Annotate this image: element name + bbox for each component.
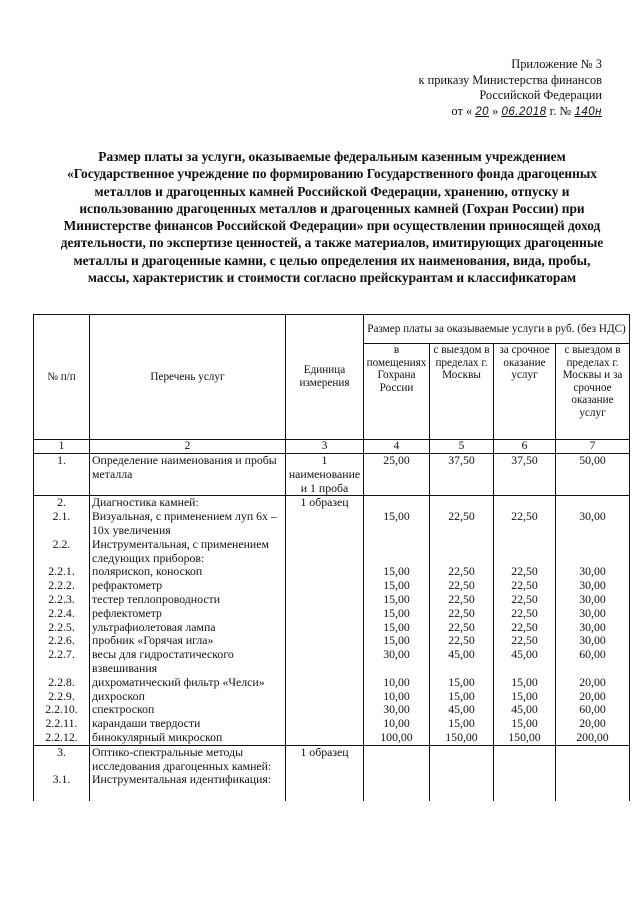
fee-moscow-visit: 15,00 [430,676,494,690]
row-number: 2.2. [34,538,90,566]
fees-table [33,314,630,801]
index-cell: 6 [494,440,556,454]
table-row [34,454,630,496]
header-fee-group: Размер платы за оказываемые услуги в руб. (без НДС) [364,315,630,344]
fee-urgent [494,745,556,773]
fee-urgent: 45,00 [494,703,556,717]
fee-moscow-visit [430,538,494,566]
table-row [34,703,630,717]
fee-urgent: 37,50 [494,454,556,496]
table-row [34,773,630,787]
empty-cell [556,787,630,801]
service-name: пробник «Горячая игла» [90,634,286,648]
fee-on-premises [364,745,430,773]
index-cell: 5 [430,440,494,454]
fee-moscow-visit: 37,50 [430,454,494,496]
fee-visit-urgent: 30,00 [556,593,630,607]
fee-on-premises: 15,00 [364,593,430,607]
fee-on-premises: 25,00 [364,454,430,496]
document-title: Размер платы за услуги, оказываемые федеральным казенным учреждением «Государственное учреждение по формированию Государственного фонда драгоценных металлов и драгоценных камней Российской Федерации, хранению, отпуску и использованию драгоценных металлов и драгоценных камней (Гохран России) при Министерстве финансов Российской Федерации» при осуществлении приносящей доход деятельности, по экспертизе ценностей, а также материалов, имитирующих драгоценные металлы и драгоценные камни, с целью определения их наименования, вида, пробы, массы, характеристик и стоимости согласно прейскурантам и классификаторам [60,149,604,286]
fee-urgent: 15,00 [494,676,556,690]
index-row [34,440,630,454]
fee-visit-urgent: 30,00 [556,621,630,635]
date-prefix: от « [451,103,473,118]
unit-of-measure [286,773,364,787]
fee-on-premises: 15,00 [364,607,430,621]
unit-of-measure [286,565,364,579]
date-mid: » [492,103,499,118]
unit-of-measure: 1 образец [286,745,364,773]
empty-cell [494,787,556,801]
header-unit: Единица измерения [286,315,364,440]
fee-moscow-visit: 22,50 [430,607,494,621]
row-number: 2.2.3. [34,593,90,607]
table-row [34,690,630,704]
fee-urgent [494,538,556,566]
fee-moscow-visit: 15,00 [430,717,494,731]
order-number: 140н [574,105,602,118]
unit-of-measure [286,579,364,593]
unit-of-measure [286,676,364,690]
fee-visit-urgent: 50,00 [556,454,630,496]
fee-on-premises: 30,00 [364,648,430,676]
fee-on-premises [364,538,430,566]
header-num: № п/п [34,315,90,440]
service-name: Инструментальная, с применением следующих приборов: [90,538,286,566]
fee-moscow-visit: 22,50 [430,634,494,648]
unit-of-measure [286,538,364,566]
unit-of-measure [286,634,364,648]
fee-visit-urgent: 30,00 [556,579,630,593]
table-row [34,607,630,621]
service-name: дихроскоп [90,690,286,704]
table-row [34,538,630,566]
row-number: 2.2.10. [34,703,90,717]
fee-moscow-visit: 45,00 [430,648,494,676]
empty-cell [90,787,286,801]
appendix-ministry-line: Российской Федерации [479,88,602,102]
service-name: Инструментальная идентификация: [90,773,286,787]
table-row [34,565,630,579]
fee-moscow-visit [430,745,494,773]
empty-cell [364,787,430,801]
fee-urgent: 22,50 [494,565,556,579]
row-number: 2.2.5. [34,621,90,635]
row-number: 2.2.8. [34,676,90,690]
table-row [34,717,630,731]
date-month-year: 06.2018 [501,105,547,118]
appendix-block [418,57,602,120]
service-name: Визуальная, с применением луп 6х – 10х увеличения [90,510,286,538]
fee-visit-urgent: 20,00 [556,690,630,704]
order-number-label: г. № [549,103,572,118]
fee-on-premises: 10,00 [364,717,430,731]
fee-visit-urgent: 60,00 [556,648,630,676]
fee-urgent: 22,50 [494,579,556,593]
fee-moscow-visit: 22,50 [430,510,494,538]
fee-moscow-visit: 22,50 [430,621,494,635]
fee-visit-urgent [556,496,630,510]
fee-moscow-visit: 150,00 [430,731,494,745]
table-row [34,731,630,745]
fee-on-premises: 10,00 [364,676,430,690]
row-number: 2. [34,496,90,510]
row-number: 2.2.11. [34,717,90,731]
table-tail [34,787,630,801]
row-number: 2.2.2. [34,579,90,593]
unit-of-measure [286,703,364,717]
fee-on-premises [364,773,430,787]
table-row [34,579,630,593]
fee-urgent: 22,50 [494,593,556,607]
fee-moscow-visit [430,773,494,787]
table-row [34,648,630,676]
header-col7: с выездом в пределах г. Москвы и за срочное оказание услуг [556,344,630,440]
fee-urgent [494,496,556,510]
fee-on-premises: 15,00 [364,621,430,635]
fee-on-premises: 10,00 [364,690,430,704]
unit-of-measure [286,607,364,621]
fee-urgent: 15,00 [494,690,556,704]
fee-on-premises: 15,00 [364,634,430,648]
fee-moscow-visit: 22,50 [430,593,494,607]
unit-of-measure [286,593,364,607]
fee-moscow-visit [430,496,494,510]
service-name: тестер теплопроводности [90,593,286,607]
fee-visit-urgent: 30,00 [556,565,630,579]
fee-on-premises: 15,00 [364,579,430,593]
fee-visit-urgent: 30,00 [556,634,630,648]
fee-on-premises: 30,00 [364,703,430,717]
unit-of-measure [286,510,364,538]
header-service: Перечень услуг [90,315,286,440]
fee-moscow-visit: 45,00 [430,703,494,717]
table-row [34,676,630,690]
empty-cell [430,787,494,801]
fee-visit-urgent: 20,00 [556,676,630,690]
row-number: 2.2.4. [34,607,90,621]
service-name: рефлектометр [90,607,286,621]
appendix-order-line: к приказу Министерства финансов [418,72,602,87]
fee-visit-urgent [556,773,630,787]
unit-of-measure [286,690,364,704]
row-number: 3.1. [34,773,90,787]
fee-urgent: 22,50 [494,621,556,635]
row-number: 2.1. [34,510,90,538]
fee-moscow-visit: 22,50 [430,579,494,593]
row-number: 2.2.12. [34,731,90,745]
fee-visit-urgent [556,538,630,566]
service-name: весы для гидростатического взвешивания [90,648,286,676]
fee-on-premises: 15,00 [364,565,430,579]
fee-urgent: 22,50 [494,634,556,648]
appendix-date-line [418,104,602,121]
fee-visit-urgent [556,745,630,773]
fee-visit-urgent: 60,00 [556,703,630,717]
index-cell: 7 [556,440,630,454]
row-number: 2.2.6. [34,634,90,648]
fee-visit-urgent: 20,00 [556,717,630,731]
service-name: Диагностика камней: [90,496,286,510]
table-row [34,745,630,773]
empty-cell [34,787,90,801]
fee-on-premises [364,496,430,510]
fee-moscow-visit: 15,00 [430,690,494,704]
fee-visit-urgent: 30,00 [556,510,630,538]
fee-visit-urgent: 200,00 [556,731,630,745]
service-name: дихроматический фильтр «Челси» [90,676,286,690]
date-day: 20 [475,105,490,118]
fee-urgent: 15,00 [494,717,556,731]
table-row [34,593,630,607]
header-col6: за срочное оказание услуг [494,344,556,440]
service-name: ультрафиолетовая лампа [90,621,286,635]
service-name: рефрактометр [90,579,286,593]
fee-urgent: 22,50 [494,510,556,538]
index-cell: 1 [34,440,90,454]
row-number: 2.2.1. [34,565,90,579]
service-name: карандаши твердости [90,717,286,731]
table-row [34,496,630,510]
row-number: 3. [34,745,90,773]
fee-visit-urgent: 30,00 [556,607,630,621]
unit-of-measure: 1 наименование и 1 проба [286,454,364,496]
table-body [34,454,630,802]
service-name: Оптико-спектральные методы исследования драгоценных камней: [90,745,286,773]
unit-of-measure [286,648,364,676]
index-cell: 3 [286,440,364,454]
index-cell: 4 [364,440,430,454]
unit-of-measure: 1 образец [286,496,364,510]
table-row [34,621,630,635]
row-number: 2.2.7. [34,648,90,676]
table-row [34,634,630,648]
empty-cell [286,787,364,801]
row-number: 2.2.9. [34,690,90,704]
service-name: бинокулярный микроскоп [90,731,286,745]
header-col5: с выездом в пределах г. Москвы [430,344,494,440]
appendix-title: Приложение № 3 [511,57,602,71]
row-number: 1. [34,454,90,496]
unit-of-measure [286,717,364,731]
header-row-top [34,315,630,344]
fee-moscow-visit: 22,50 [430,565,494,579]
fee-on-premises: 100,00 [364,731,430,745]
fee-urgent: 45,00 [494,648,556,676]
service-name: Определение наименования и пробы металла [90,454,286,496]
fee-on-premises: 15,00 [364,510,430,538]
fee-urgent: 22,50 [494,607,556,621]
fee-urgent: 150,00 [494,731,556,745]
service-name: спектроскоп [90,703,286,717]
unit-of-measure [286,621,364,635]
header-col4: в помещениях Гохрана России [364,344,430,440]
unit-of-measure [286,731,364,745]
index-cell: 2 [90,440,286,454]
table-row [34,510,630,538]
service-name: полярископ, коноскоп [90,565,286,579]
fee-urgent [494,773,556,787]
